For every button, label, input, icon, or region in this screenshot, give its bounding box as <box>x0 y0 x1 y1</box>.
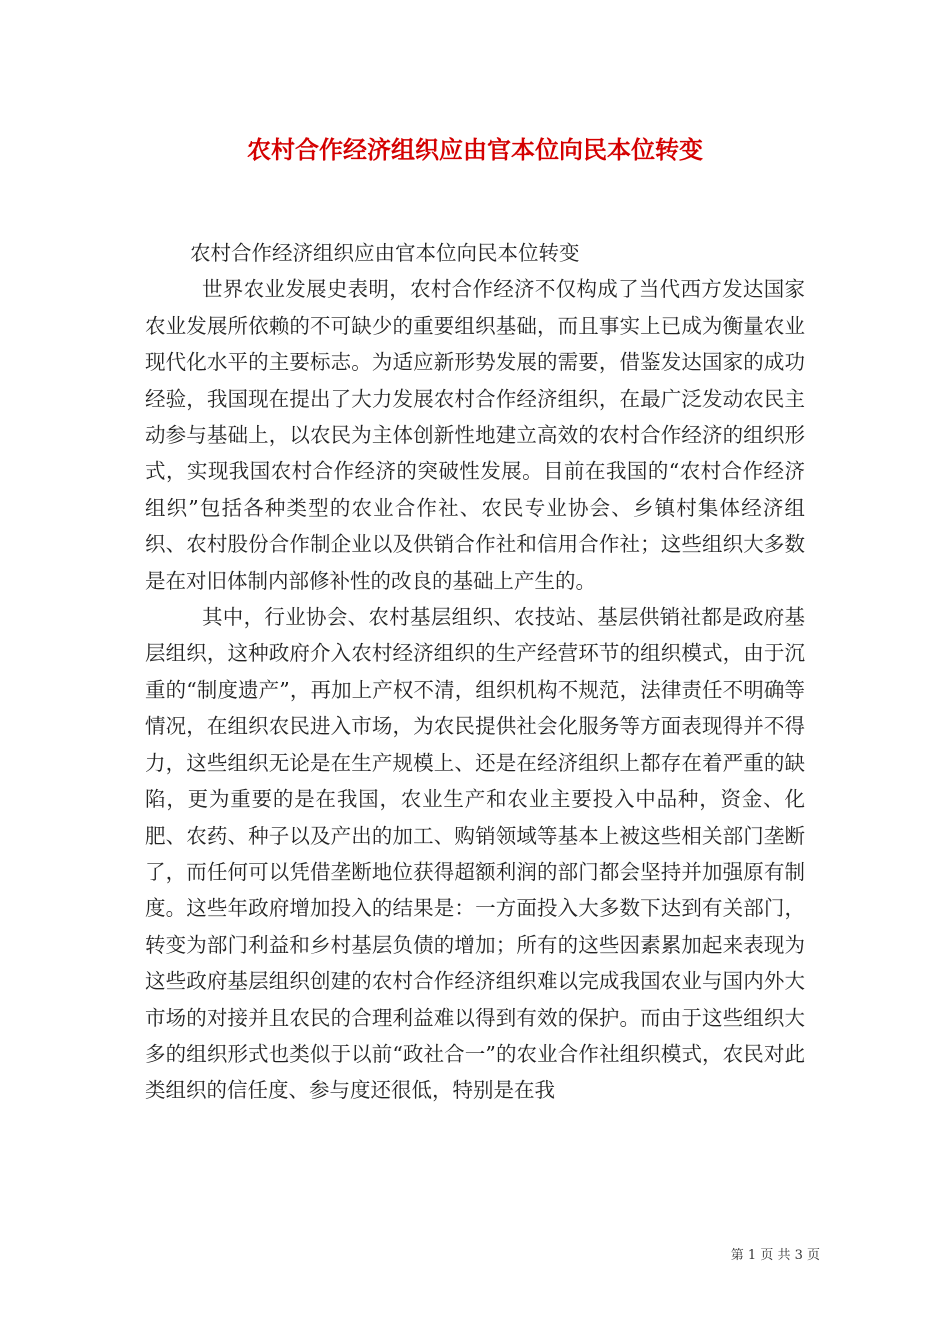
page-number: 第 1 页 共 3 页 <box>730 1248 820 1263</box>
document-title: 农村合作经济组织应由官本位向民本位转变 <box>247 135 703 164</box>
document-subtitle: 农村合作经济组织应由官本位向民本位转变 <box>190 241 580 265</box>
paragraph: 其中，行业协会、农村基层组织、农技站、基层供销社都是政府基层组织，这种政府介入农村经济组织的生产经营环节的组织模式，由于沉重的“制度遗产”，再加上产权不清，组织机构不规范，法律责任不明确等情况，在组织农民进入市场，为农民提供社会化服务等方面表现得并不得力，这些组织无论是在生产规模上、还是在经济组织上都存在着严重的缺陷，更为重要的是在我国，农业生产和农业主要投入中品种，资金、化肥、农药、种子以及产出的加工、购销领域等基本上被这些相关部门垄断了，而任何可以凭借垄断地位获得超额利润的部门都会坚持并加强原有制度。这些年政府增加投入的结果是：一方面投入大多数下达到有关部门，转变为部门利益和乡村基层负债的增加；所有的这些因素累加起来表现为这些政府基层组织创建的农村合作经济组织难以完成我国农业与国内外大市场的对接并且农民的合理利益难以得到有效的保护。而由于这些组织大多的组织形式也类似于以前“政社合一”的农业合作社组织模式，农民对此类组织的信任度、参与度还很低，特别是在我 <box>145 605 805 1103</box>
document-body <box>145 235 805 1109</box>
paragraph: 世界农业发展史表明，农村合作经济不仅构成了当代西方发达国家农业发展所依赖的不可缺少的重要组织基础，而且事实上已成为衡量农业现代化水平的主要标志。为适应新形势发展的需要，借鉴发达国家的成功经验，我国现在提出了大力发展农村合作经济组织，在最广泛发动农民主动参与基础上，以农民为主体创新性地建立高效的农村合作经济的组织形式，实现我国农村合作经济的突破性发展。目前在我国的“农村合作经济组织”包括各种类型的农业合作社、农民专业协会、乡镇村集体经济组织、农村股份合作制企业以及供销合作社和信用合作社；这些组织大多数是在对旧体制内部修补性的改良的基础上产生的。 <box>145 277 805 593</box>
